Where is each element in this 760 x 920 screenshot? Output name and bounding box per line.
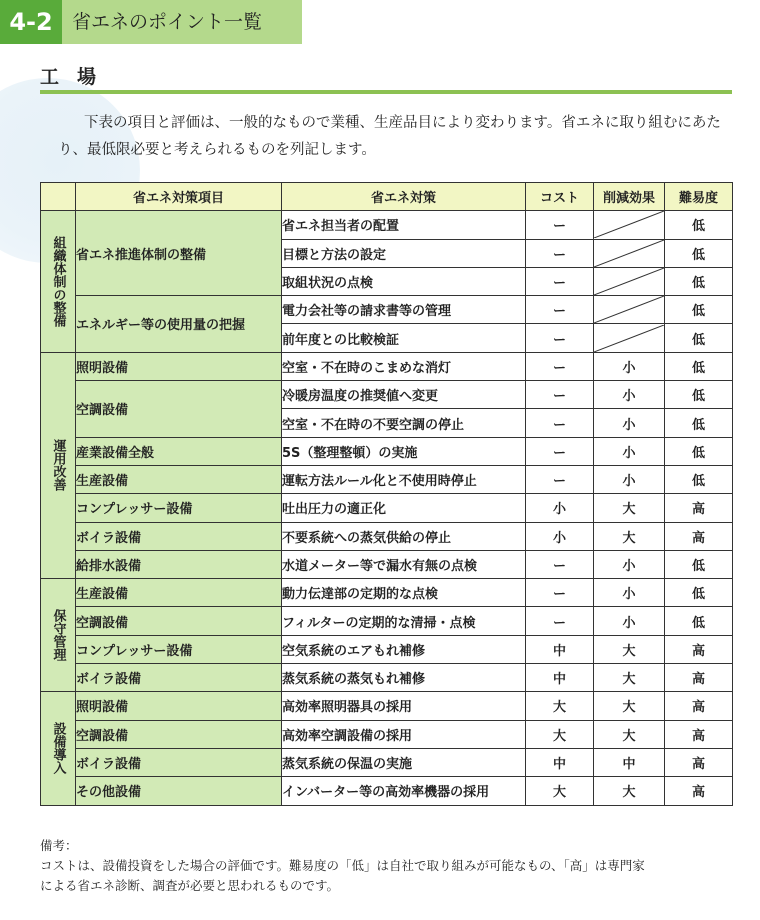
measure-cell: 高効率照明器具の採用 — [282, 692, 526, 720]
effect-cell: 大 — [594, 777, 665, 805]
difficulty-cell: 高 — [665, 720, 733, 748]
measure-cell: 取組状況の点検 — [282, 267, 526, 295]
cost-cell: 大 — [526, 692, 594, 720]
effect-na-cell — [594, 296, 665, 324]
effect-na-cell — [594, 267, 665, 295]
item-cell: エネルギー等の使用量の把握 — [76, 296, 282, 353]
section-divider — [40, 90, 732, 94]
category-label: 運用改善 — [50, 439, 66, 492]
table-row — [41, 607, 733, 635]
difficulty-cell: 低 — [665, 296, 733, 324]
item-cell: コンプレッサー設備 — [76, 494, 282, 522]
item-cell: ボイラ設備 — [76, 748, 282, 776]
item-cell: 産業設備全般 — [76, 437, 282, 465]
measure-cell: 空室・不在時のこまめな消灯 — [282, 352, 526, 380]
category-label: 組織体制の整備 — [50, 236, 66, 328]
effect-cell: 大 — [594, 720, 665, 748]
difficulty-cell: 低 — [665, 381, 733, 409]
table-row — [41, 494, 733, 522]
notes-line-2: による省エネ診断、調査が必要と思われるものです。 — [40, 878, 340, 893]
measure-cell: 空室・不在時の不要空調の停止 — [282, 409, 526, 437]
effect-cell: 小 — [594, 579, 665, 607]
cost-cell: ー — [526, 296, 594, 324]
effect-cell: 大 — [594, 522, 665, 550]
cost-cell: 小 — [526, 494, 594, 522]
chapter-title: 省エネのポイント一覧 — [72, 11, 263, 33]
cost-cell: 中 — [526, 664, 594, 692]
difficulty-cell: 高 — [665, 777, 733, 805]
item-cell: その他設備 — [76, 777, 282, 805]
effect-cell: 小 — [594, 465, 665, 493]
cost-cell: ー — [526, 550, 594, 578]
cost-cell: ー — [526, 211, 594, 239]
measure-cell: 吐出圧力の適正化 — [282, 494, 526, 522]
effect-cell: 小 — [594, 550, 665, 578]
category-maintenance — [41, 579, 76, 692]
difficulty-cell: 低 — [665, 239, 733, 267]
difficulty-cell: 低 — [665, 352, 733, 380]
table-row — [41, 692, 733, 720]
cost-cell: ー — [526, 381, 594, 409]
notes — [40, 836, 740, 896]
cost-cell: 中 — [526, 635, 594, 663]
effect-na-cell — [594, 211, 665, 239]
measure-cell: 水道メーター等で漏水有無の点検 — [282, 550, 526, 578]
table-row — [41, 579, 733, 607]
difficulty-cell: 高 — [665, 748, 733, 776]
measure-cell: 目標と方法の設定 — [282, 239, 526, 267]
cost-cell: ー — [526, 607, 594, 635]
table-row — [41, 635, 733, 663]
item-cell: 空調設備 — [76, 720, 282, 748]
difficulty-cell: 低 — [665, 579, 733, 607]
item-cell: 生産設備 — [76, 579, 282, 607]
effect-cell: 大 — [594, 692, 665, 720]
cost-cell: 中 — [526, 748, 594, 776]
effect-cell: 大 — [594, 635, 665, 663]
item-cell: ボイラ設備 — [76, 664, 282, 692]
effect-cell: 小 — [594, 607, 665, 635]
cost-cell: 大 — [526, 720, 594, 748]
difficulty-cell: 低 — [665, 607, 733, 635]
cost-cell: ー — [526, 239, 594, 267]
effect-cell: 大 — [594, 664, 665, 692]
table-row — [41, 437, 733, 465]
cost-cell: ー — [526, 465, 594, 493]
header-measure: 省エネ対策 — [282, 183, 526, 211]
measure-cell: 蒸気系統の蒸気もれ補修 — [282, 664, 526, 692]
measure-cell: 冷暖房温度の推奨値へ変更 — [282, 381, 526, 409]
table-row — [41, 777, 733, 805]
cost-cell: ー — [526, 324, 594, 352]
effect-cell: 小 — [594, 409, 665, 437]
effect-cell: 小 — [594, 437, 665, 465]
difficulty-cell: 低 — [665, 437, 733, 465]
difficulty-cell: 高 — [665, 522, 733, 550]
item-cell: 空調設備 — [76, 607, 282, 635]
difficulty-cell: 高 — [665, 635, 733, 663]
cost-cell: ー — [526, 409, 594, 437]
item-cell: 省エネ推進体制の整備 — [76, 211, 282, 296]
table-row — [41, 748, 733, 776]
measure-cell: 電力会社等の請求書等の管理 — [282, 296, 526, 324]
difficulty-cell: 低 — [665, 465, 733, 493]
notes-heading: 備考： — [40, 838, 78, 853]
difficulty-cell: 高 — [665, 692, 733, 720]
item-cell: コンプレッサー設備 — [76, 635, 282, 663]
chapter-header — [0, 0, 302, 44]
difficulty-cell: 低 — [665, 324, 733, 352]
difficulty-cell: 低 — [665, 211, 733, 239]
table-row — [41, 522, 733, 550]
difficulty-cell: 高 — [665, 494, 733, 522]
measure-cell: 蒸気系統の保温の実施 — [282, 748, 526, 776]
category-operation — [41, 352, 76, 578]
energy-saving-table — [40, 182, 733, 806]
measure-cell: 運転方法ルール化と不使用時停止 — [282, 465, 526, 493]
table-row — [41, 211, 733, 239]
measure-cell: インバーター等の高効率機器の採用 — [282, 777, 526, 805]
measure-cell: 前年度との比較検証 — [282, 324, 526, 352]
table-header-row — [41, 183, 733, 211]
difficulty-cell: 低 — [665, 409, 733, 437]
measure-cell: 5S（整理整頓）の実施 — [282, 437, 526, 465]
header-corner — [41, 183, 76, 211]
header-difficulty: 難易度 — [665, 183, 733, 211]
measure-cell: 高効率空調設備の採用 — [282, 720, 526, 748]
notes-line-1: コストは、設備投資をした場合の評価です。難易度の「低」は自社で取り組みが可能なもの、「高」は専門家 — [40, 858, 645, 873]
effect-cell: 小 — [594, 381, 665, 409]
measure-cell: 不要系統への蒸気供給の停止 — [282, 522, 526, 550]
category-equipment — [41, 692, 76, 805]
effect-cell: 小 — [594, 352, 665, 380]
section-title: 工場 — [40, 66, 115, 88]
item-cell: 給排水設備 — [76, 550, 282, 578]
cost-cell: 大 — [526, 777, 594, 805]
item-cell: 照明設備 — [76, 352, 282, 380]
item-cell: 空調設備 — [76, 381, 282, 438]
header-effect: 削減効果 — [594, 183, 665, 211]
table-row — [41, 550, 733, 578]
item-cell: 生産設備 — [76, 465, 282, 493]
difficulty-cell: 低 — [665, 550, 733, 578]
category-label: 保守管理 — [50, 609, 66, 662]
table-row — [41, 720, 733, 748]
category-organization — [41, 211, 76, 352]
cost-cell: ー — [526, 437, 594, 465]
effect-cell: 中 — [594, 748, 665, 776]
chapter-badge: 4-2 — [0, 0, 62, 44]
cost-cell: ー — [526, 579, 594, 607]
difficulty-cell: 高 — [665, 664, 733, 692]
effect-cell: 大 — [594, 494, 665, 522]
difficulty-cell: 低 — [665, 267, 733, 295]
table-row — [41, 664, 733, 692]
table-row — [41, 352, 733, 380]
table-row — [41, 465, 733, 493]
cost-cell: ー — [526, 352, 594, 380]
table-row — [41, 381, 733, 409]
effect-na-cell — [594, 324, 665, 352]
measure-cell: 省エネ担当者の配置 — [282, 211, 526, 239]
measure-cell: 動力伝達部の定期的な点検 — [282, 579, 526, 607]
item-cell: 照明設備 — [76, 692, 282, 720]
effect-na-cell — [594, 239, 665, 267]
item-cell: ボイラ設備 — [76, 522, 282, 550]
intro-paragraph: 下表の項目と評価は、一般的なもので業種、生産品目により変わります。省エネに取り組むにあたり、最低限必要と考えられるものを列記します。 — [58, 115, 721, 158]
category-label: 設備導入 — [50, 722, 66, 775]
cost-cell: 小 — [526, 522, 594, 550]
measure-cell: フィルターの定期的な清掃・点検 — [282, 607, 526, 635]
measure-cell: 空気系統のエアもれ補修 — [282, 635, 526, 663]
table-row — [41, 296, 733, 324]
header-item: 省エネ対策項目 — [76, 183, 282, 211]
cost-cell: ー — [526, 267, 594, 295]
header-cost: コスト — [526, 183, 594, 211]
